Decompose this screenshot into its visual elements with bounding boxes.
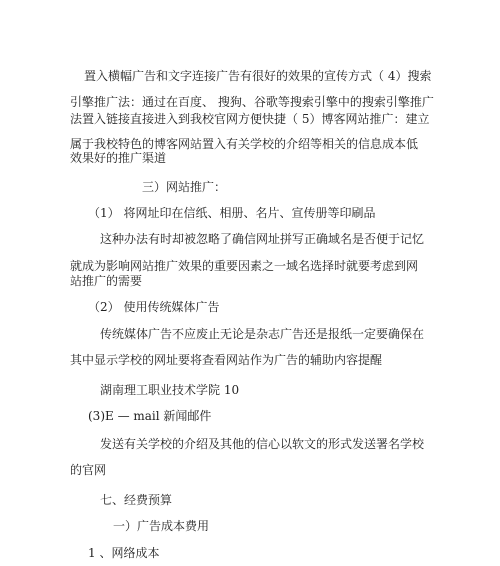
list-item-heading: （1） 将网址印在信纸、相册、名片、宣传册等印刷品 xyxy=(88,206,376,220)
text-line: 其中显示学校的网址要将查看网站作为广告的辅助内容提醒 xyxy=(70,353,383,367)
list-item-heading: 1 、网络成本 xyxy=(88,546,160,560)
text-line: 发送有关学校的介绍及其他的信心以软文的形式发送署名学校 xyxy=(100,437,425,451)
text-line: 就成为影响网站推广效果的重要因素之一域名选择时就要考虑到网 xyxy=(70,259,419,273)
text-line: 的官网 xyxy=(70,463,107,477)
text-line: 引擎推广法：通过在百度、 搜狗、谷歌等搜索引擎中的搜索引擎推广 xyxy=(70,95,434,109)
text-line: 传统媒体广告不应废止无论是杂志广告还是报纸一定要确保在 xyxy=(100,327,425,341)
text-line: 效果好的推广渠道 xyxy=(70,151,167,165)
text-line: 这种办法有时却被忽略了确信网址拼写正确域名是否便于记忆 xyxy=(100,232,425,246)
text-line: 站推广的需要 xyxy=(70,274,143,288)
section-heading: 三）网站推广： xyxy=(142,180,227,194)
text-line: 置入横幅广告和文字连接广告有很好的效果的宣传方式（ 4）搜索 xyxy=(84,69,432,83)
section-heading: 七、经费预算 xyxy=(100,493,173,507)
subsection-heading: 一）广告成本费用 xyxy=(113,519,210,533)
text-line: 法置入链接直接进入到我校官网方便快捷（ 5）博客网站推广：建立 xyxy=(70,112,430,126)
list-item-heading: (3)E — mail 新闻邮件 xyxy=(88,409,212,423)
page-footer: 湖南理工职业技术学院 10 xyxy=(100,383,240,397)
list-item-heading: （2） 使用传统媒体广告 xyxy=(88,300,220,314)
text-line: 属于我校特色的博客网站置入有关学校的介绍等相关的信息成本低 xyxy=(70,137,419,151)
